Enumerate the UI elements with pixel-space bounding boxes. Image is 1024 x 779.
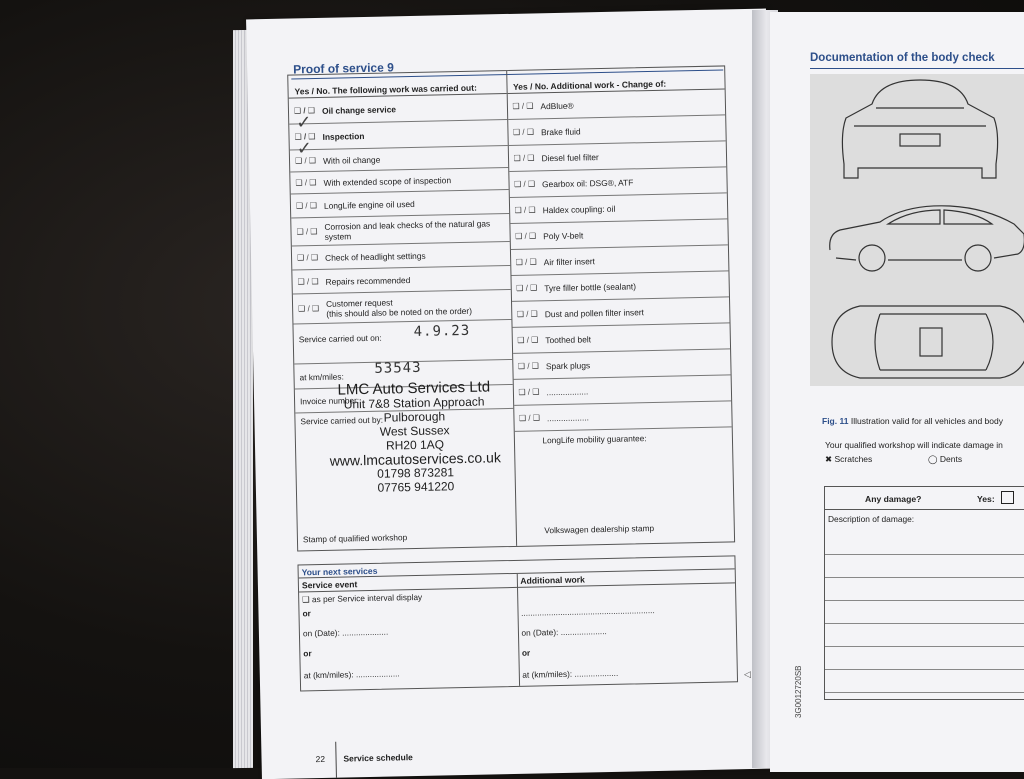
car-outline-icon — [810, 74, 1024, 386]
workshop-note: Your qualified workshop will indicate damage in — [825, 440, 1003, 450]
stamp-line1: Unit 7&8 Station Approach — [343, 394, 485, 412]
additional-work-label: .................. — [546, 385, 589, 397]
yes-no-checkbox[interactable]: ❑ / ❑ — [514, 205, 536, 215]
next-km-field: at (km/miles): ................... — [303, 668, 400, 681]
yes-no-checkbox[interactable]: ❑ / ❑ — [513, 153, 535, 163]
next-services-panel — [297, 555, 738, 691]
figure-label: Fig. 11 — [822, 416, 849, 426]
yes-checkbox[interactable] — [1001, 491, 1014, 504]
service-item-label: Customer request (this should also be noted on the order) — [325, 296, 473, 319]
page-number: 22 — [315, 753, 326, 765]
yes-no-checkbox[interactable]: ❑ / ❑ — [298, 303, 320, 314]
page-footer — [315, 752, 413, 764]
yes-no-checkbox[interactable]: ❑ / ❑ — [293, 106, 316, 116]
description-line[interactable] — [825, 647, 1024, 670]
service-item-row — [293, 290, 511, 325]
additional-work-label: Spark plugs — [545, 359, 591, 371]
yes-no-checkbox[interactable]: ❑ / ❑ — [518, 387, 540, 397]
additional-work-label: AdBlue® — [540, 100, 574, 111]
yes-no-checkbox[interactable]: ❑ / ❑ — [295, 178, 317, 188]
yes-no-checkbox[interactable]: ❑ / ❑ — [516, 309, 538, 319]
description-line[interactable] — [825, 555, 1024, 578]
description-label: Description of damage: — [828, 514, 915, 524]
yes-no-checkbox[interactable]: ❑ / ❑ — [515, 231, 537, 241]
description-line[interactable] — [825, 578, 1024, 601]
additional-work-label: Diesel fuel filter — [541, 151, 599, 163]
description-line[interactable] — [825, 601, 1024, 624]
stamp-phone1: 01798 873281 — [377, 465, 455, 481]
figure-caption-text: Illustration valid for all vehicles and body — [850, 416, 1003, 426]
stamp-phone2: 07765 941220 — [377, 479, 455, 495]
yes-no-checkbox[interactable]: ❑ / ❑ — [294, 156, 317, 166]
stamp-web: www.lmcautoservices.co.uk — [329, 449, 502, 469]
additional-work-header: Additional work — [517, 569, 735, 588]
next-services-title: Your next services — [299, 556, 735, 578]
figure-caption — [822, 416, 1003, 426]
service-date-label: Service carried out on: — [298, 332, 382, 345]
service-item-label: Repairs recommended — [325, 274, 411, 287]
or-label-3: or — [521, 647, 531, 658]
body-check-title: Documentation of the body check — [810, 52, 995, 64]
service-item-label: LongLife engine oil used — [323, 198, 415, 211]
additional-work-label: Haldex coupling: oil — [542, 203, 616, 215]
legend-dents: ◯ Dents — [928, 454, 963, 464]
additional-dotted-line: .......................................................... — [520, 605, 655, 618]
yes-no-checkbox[interactable]: ❑ / ❑ — [512, 127, 535, 137]
service-form — [287, 65, 735, 551]
service-event-header: Service event — [299, 574, 517, 593]
longlife-label: LongLife mobility guarantee: — [542, 433, 647, 446]
stamp-line3: West Sussex — [379, 423, 450, 439]
service-item-label: Oil change service — [321, 103, 397, 116]
interval-option: ❑ as per Service interval display — [302, 591, 423, 605]
next-date-field: on (Date): .................... — [302, 626, 389, 639]
yes-no-checkbox[interactable]: ❑ / ❑ — [294, 132, 316, 142]
additional-work-label: Poly V-belt — [543, 229, 584, 241]
carried-out-by-label: Service carried out by: — [300, 414, 384, 427]
yes-no-checkbox[interactable]: ❑ / ❑ — [296, 252, 319, 263]
additional-work-label: .................. — [546, 411, 589, 423]
or-label-1: or — [302, 608, 311, 619]
check-mark-inspection: ✓ — [296, 138, 313, 159]
additional-work-label: Brake fluid — [540, 125, 581, 137]
service-item-label: With extended scope of inspection — [323, 174, 452, 188]
yes-no-checkbox[interactable]: ❑ / ❑ — [517, 335, 539, 345]
yes-no-checkbox[interactable]: ❑ / ❑ — [516, 283, 538, 293]
left-page — [246, 9, 782, 779]
body-check-rule — [810, 68, 1024, 69]
yes-no-checkbox[interactable]: ❑ / ❑ — [512, 101, 534, 111]
service-event-column — [299, 574, 519, 691]
additional-work-label: Dust and pollen filter insert — [544, 306, 645, 319]
stamp-line2: Pulborough — [383, 409, 446, 425]
section-name: Service schedule — [343, 752, 413, 764]
vw-stamp-label: Volkswagen dealership stamp — [544, 523, 655, 536]
additional-work-next-column — [516, 569, 737, 686]
yes-no-checkbox[interactable]: ❑ / ❑ — [518, 413, 541, 423]
yes-no-checkbox[interactable]: ❑ / ❑ — [295, 201, 318, 211]
car-diagram-figure — [810, 74, 1024, 386]
right-column-header: Yes / No. Additional work - Change of: — [507, 66, 725, 94]
km-label: at km/miles: — [299, 371, 344, 383]
yes-no-checkbox[interactable]: ❑ / ❑ — [513, 179, 536, 189]
work-carried-out-column — [288, 71, 515, 550]
or-label-2: or — [303, 648, 312, 659]
additional-work-label: Gearbox oil: DSG®, ATF — [541, 176, 634, 189]
stamp-line4: RH20 1AQ — [385, 437, 445, 453]
additional-work-label: Air filter insert — [543, 255, 596, 267]
workshop-stamp — [319, 380, 511, 496]
yes-no-checkbox[interactable]: ❑ / ❑ — [296, 226, 318, 237]
vw-stamp-block — [514, 427, 734, 540]
additional-work-label: Tyre filler bottle (sealant) — [544, 280, 637, 293]
yes-label: Yes: — [977, 494, 995, 504]
service-item-label: With oil change — [322, 154, 381, 166]
service-item-row — [291, 214, 509, 247]
document-code: 3G0012720SB — [794, 665, 803, 718]
page-title: Proof of service 9 — [292, 60, 394, 77]
legend-scratches: ✖ Scratches — [825, 454, 873, 464]
additional-work-label: Toothed belt — [545, 333, 592, 345]
km-value: 53543 — [374, 359, 422, 377]
yes-no-checkbox[interactable]: ❑ / ❑ — [297, 276, 319, 287]
additional-km-field: at (km/miles): ................... — [522, 667, 619, 680]
service-item-label: Inspection — [322, 130, 365, 142]
service-item-label: Corrosion and leak checks of the natural gas system — [324, 217, 491, 242]
description-line[interactable] — [825, 624, 1024, 647]
service-date-block — [293, 320, 511, 365]
additional-date-field: on (Date): .................... — [521, 626, 607, 638]
any-damage-label: Any damage? — [865, 494, 922, 504]
invoice-label: Invoice number: — [299, 395, 360, 407]
yes-no-checkbox[interactable]: ❑ / ❑ — [517, 361, 539, 371]
left-column-header: Yes / No. The following work was carried out: — [288, 71, 506, 99]
service-item-label: Check of headlight settings — [324, 250, 426, 263]
stamp-label: Stamp of qualified workshop — [302, 532, 408, 545]
check-mark-oil-change: ✓ — [296, 112, 312, 133]
additional-work-column — [506, 66, 734, 545]
description-line[interactable] — [825, 670, 1024, 693]
yes-no-checkbox[interactable]: ❑ / ❑ — [515, 257, 537, 267]
damage-form — [824, 486, 1024, 700]
right-page — [770, 12, 1024, 772]
description-line[interactable] — [825, 532, 1024, 555]
continue-arrow-icon: ◁ — [743, 669, 751, 680]
stamp-name: LMC Auto Services Ltd — [337, 378, 491, 399]
workshop-stamp-block — [294, 360, 515, 551]
service-date-value: 4.9.23 — [413, 322, 471, 341]
